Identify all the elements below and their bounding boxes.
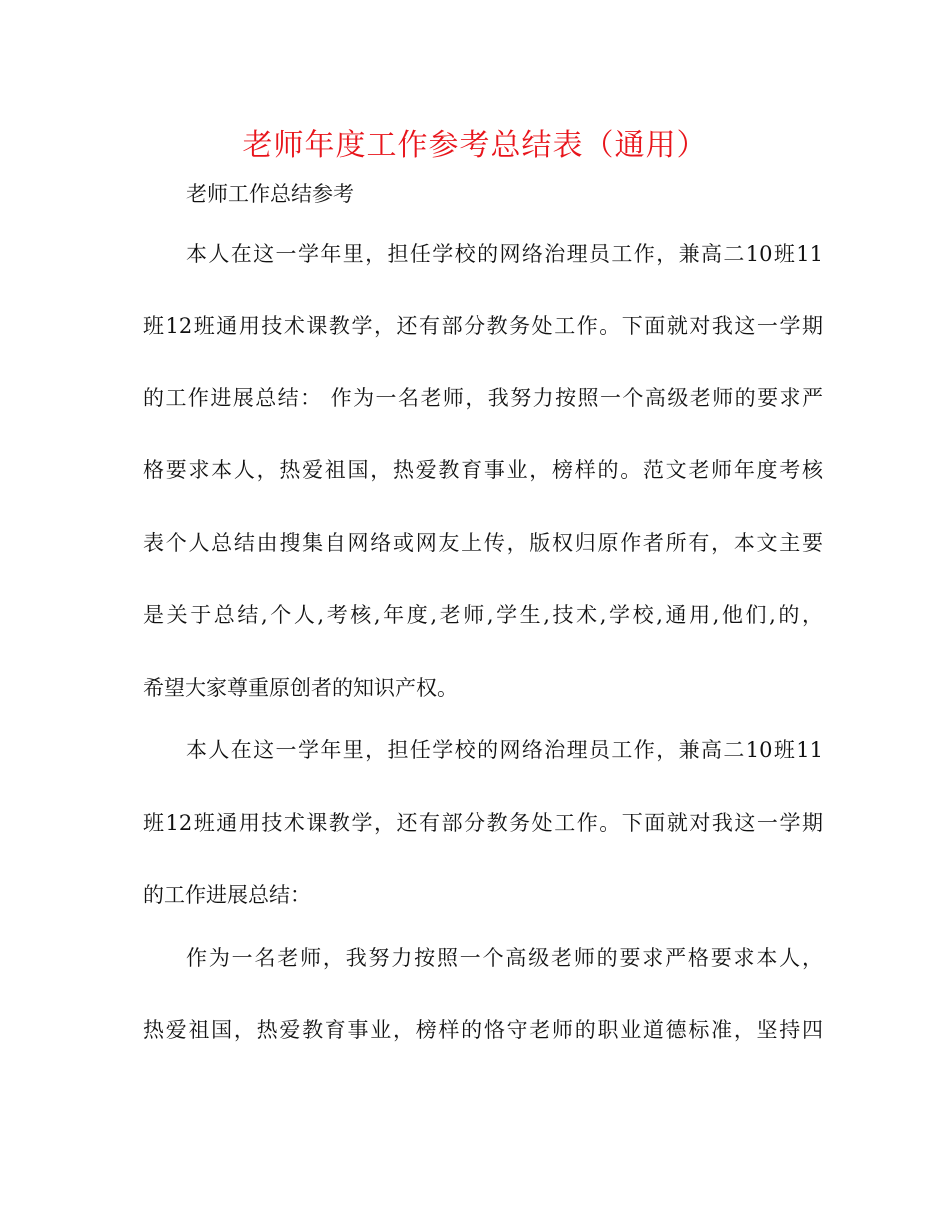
paragraph-line: 热爱祖国，热爱教育事业，榜样的恪守老师的职业道德标准，坚持四 bbox=[143, 1018, 823, 1042]
paragraph-line: 班12班通用技术课教学，还有部分教务处工作。下面就对我这一学期 bbox=[143, 811, 823, 835]
paragraph-line: 班12班通用技术课教学，还有部分教务处工作。下面就对我这一学期 bbox=[143, 314, 823, 338]
paragraph-line: 表个人总结由搜集自网络或网友上传，版权归原作者所有，本文主要 bbox=[143, 531, 823, 555]
paragraph-line: 希望大家尊重原创者的知识产权。 bbox=[143, 676, 458, 700]
paragraph-line: 的工作进展总结： bbox=[143, 883, 311, 907]
paragraph-line: 的工作进展总结： 作为一名老师，我努力按照一个高级老师的要求严 bbox=[143, 386, 823, 410]
paragraph-line: 是关于总结,个人,考核,年度,老师,学生,技术,学校,通用,他们,的， bbox=[143, 603, 823, 627]
paragraph-line: 本人在这一学年里，担任学校的网络治理员工作，兼高二10班11 bbox=[186, 738, 823, 762]
document-title: 老师年度工作参考总结表（通用） bbox=[242, 128, 708, 163]
paragraph-line: 格要求本人，热爱祖国，热爱教育事业，榜样的。范文老师年度考核 bbox=[143, 458, 823, 482]
section-heading: 老师工作总结参考 bbox=[186, 182, 354, 206]
paragraph-line: 本人在这一学年里，担任学校的网络治理员工作，兼高二10班11 bbox=[186, 242, 823, 266]
paragraph-line: 作为一名老师，我努力按照一个高级老师的要求严格要求本人， bbox=[186, 946, 823, 970]
